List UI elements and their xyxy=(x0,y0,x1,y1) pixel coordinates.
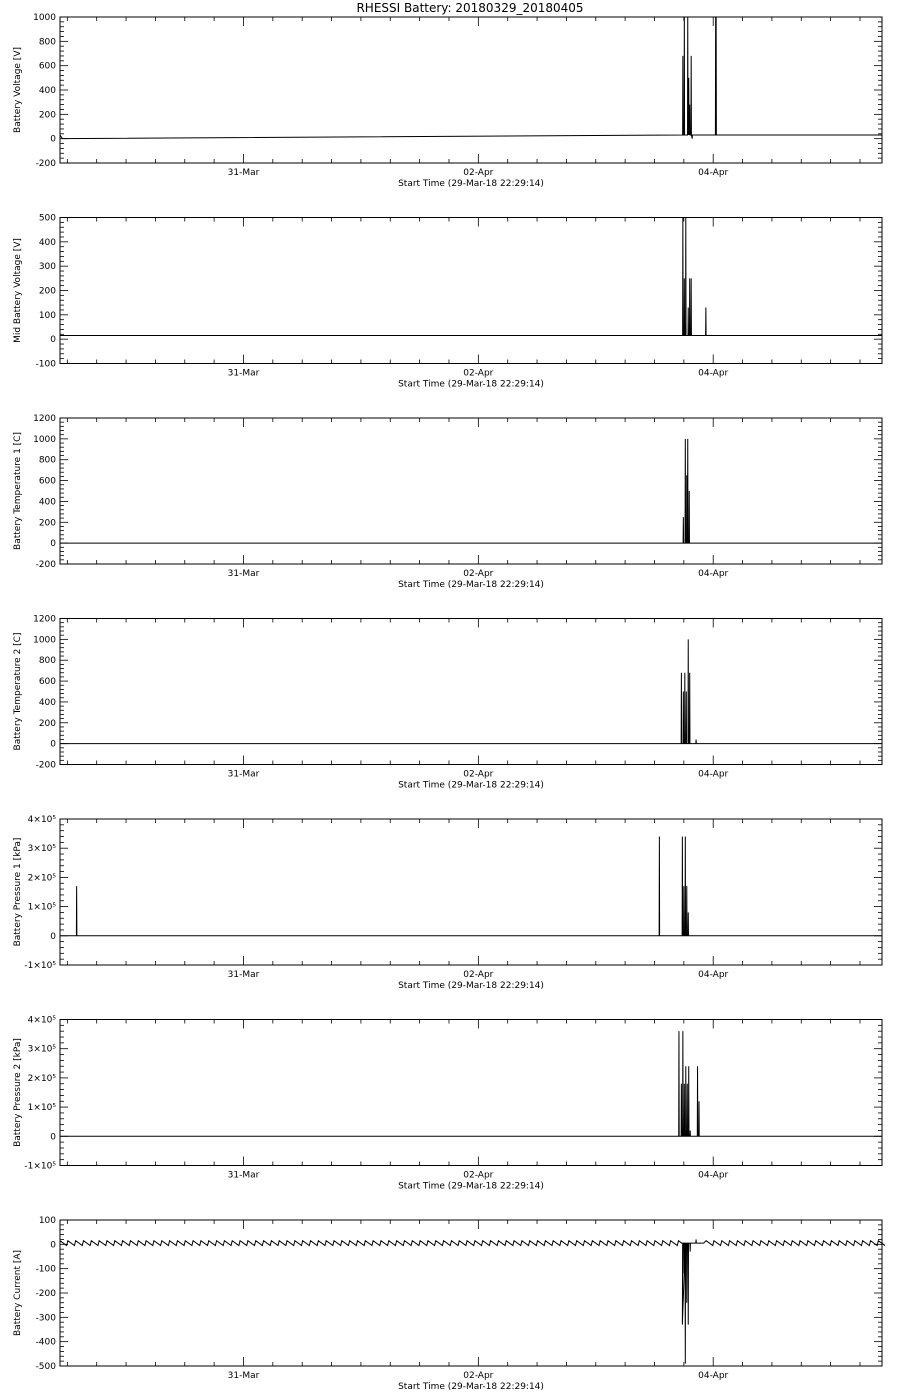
plot-frame xyxy=(60,819,882,965)
y-tick-label: -1×10⁵ xyxy=(24,1161,56,1172)
y-tick-label: 800 xyxy=(38,37,56,48)
y-axis-label: Mid Battery Voltage [V] xyxy=(13,238,23,343)
chart-title: RHESSI Battery: 20180329_20180405 xyxy=(356,1,584,15)
x-tick-label: 04-Apr xyxy=(698,569,729,579)
x-axis-label: Start Time (29-Mar-18 22:29:14) xyxy=(398,580,544,590)
x-tick-label: 02-Apr xyxy=(463,970,494,980)
x-tick-label: 31-Mar xyxy=(227,368,260,379)
y-tick-label: 300 xyxy=(38,262,56,273)
x-axis-label: Start Time (29-Mar-18 22:29:14) xyxy=(398,1382,544,1392)
y-tick-label: 200 xyxy=(38,286,56,297)
y-tick-label: -1×10⁵ xyxy=(24,961,56,971)
y-axis-label: Battery Temperature 1 [C] xyxy=(13,432,23,550)
y-tick-label: 0 xyxy=(50,931,56,942)
y-tick-label: -200 xyxy=(35,159,56,169)
y-tick-label: 400 xyxy=(38,497,56,508)
x-tick-label: 02-Apr xyxy=(463,1170,494,1181)
chart-panel-4 xyxy=(13,615,882,791)
y-tick-label: 3×10⁵ xyxy=(27,844,56,855)
x-tick-label: 04-Apr xyxy=(698,168,729,178)
x-tick-label: 02-Apr xyxy=(463,368,494,379)
y-tick-label: 4×10⁵ xyxy=(27,1015,56,1026)
x-tick-label: 02-Apr xyxy=(463,168,494,178)
y-tick-label: 0 xyxy=(50,335,56,346)
y-tick-label: 0 xyxy=(50,539,56,550)
y-tick-label: 0 xyxy=(50,1240,56,1251)
data-series-line xyxy=(60,1031,882,1136)
y-tick-label: 600 xyxy=(38,677,56,688)
y-tick-label: 1×10⁵ xyxy=(27,1103,56,1114)
y-tick-label: -100 xyxy=(35,1264,56,1275)
y-tick-label: 0 xyxy=(50,739,56,750)
data-series-line xyxy=(60,17,882,139)
y-tick-label: -500 xyxy=(35,1362,56,1372)
x-tick-label: 02-Apr xyxy=(463,569,494,579)
y-tick-label: -200 xyxy=(35,560,56,570)
y-tick-label: 800 xyxy=(38,455,56,466)
y-axis-label: Battery Temperature 2 [C] xyxy=(13,632,23,751)
y-tick-label: 800 xyxy=(38,656,56,667)
plot-frame xyxy=(60,1020,882,1166)
x-axis-label: Start Time (29-Mar-18 22:29:14) xyxy=(398,981,544,991)
y-tick-label: 2×10⁵ xyxy=(27,873,56,884)
y-tick-label: 1000 xyxy=(33,13,56,23)
y-axis-label: Battery Current [A] xyxy=(13,1249,23,1337)
x-tick-label: 04-Apr xyxy=(698,1371,729,1381)
y-tick-label: 0 xyxy=(50,134,56,145)
y-tick-label: 100 xyxy=(38,1216,56,1226)
plot-frame xyxy=(60,619,882,765)
x-tick-label: 31-Mar xyxy=(227,769,260,780)
y-tick-label: 400 xyxy=(38,697,56,708)
data-series-line xyxy=(60,218,882,336)
y-tick-label: 1200 xyxy=(33,414,56,424)
data-series-line xyxy=(60,639,882,743)
y-tick-label: 100 xyxy=(38,310,56,321)
plot-frame xyxy=(60,418,882,564)
x-axis-label: Start Time (29-Mar-18 22:29:14) xyxy=(398,379,544,390)
x-tick-label: 04-Apr xyxy=(698,1170,729,1181)
plot-frame xyxy=(60,1220,882,1366)
chart-panel-1 xyxy=(13,13,882,189)
chart-panel-3 xyxy=(13,414,882,590)
x-tick-label: 04-Apr xyxy=(698,368,729,379)
y-tick-label: 600 xyxy=(38,476,56,487)
y-tick-label: 400 xyxy=(38,86,56,96)
y-tick-label: -300 xyxy=(35,1313,56,1324)
x-tick-label: 31-Mar xyxy=(227,1371,260,1381)
x-tick-label: 02-Apr xyxy=(463,769,494,780)
x-tick-label: 31-Mar xyxy=(227,168,260,178)
y-tick-label: 2×10⁵ xyxy=(27,1073,56,1084)
y-tick-label: -200 xyxy=(35,1289,56,1299)
y-tick-label: 1×10⁵ xyxy=(27,902,56,913)
x-tick-label: 31-Mar xyxy=(227,1170,260,1181)
plot-frame xyxy=(60,17,882,163)
x-axis-label: Start Time (29-Mar-18 22:29:14) xyxy=(398,780,544,791)
x-tick-label: 02-Apr xyxy=(463,1371,494,1381)
y-tick-label: 1000 xyxy=(33,635,56,646)
data-series-line xyxy=(60,1239,885,1363)
y-tick-label: 200 xyxy=(38,718,56,729)
y-tick-label: 600 xyxy=(38,61,56,72)
y-tick-label: 4×10⁵ xyxy=(27,815,56,825)
y-tick-label: -400 xyxy=(35,1337,56,1348)
y-axis-label: Battery Pressure 1 [kPa] xyxy=(13,837,23,947)
y-tick-label: -100 xyxy=(35,359,56,370)
data-series-line xyxy=(60,439,882,543)
x-tick-label: 31-Mar xyxy=(227,569,260,579)
y-tick-label: 3×10⁵ xyxy=(27,1044,56,1055)
y-tick-label: 0 xyxy=(50,1132,56,1143)
data-series-line xyxy=(60,837,882,936)
y-tick-label: 200 xyxy=(38,518,56,529)
x-tick-label: 04-Apr xyxy=(698,769,729,780)
y-tick-label: 400 xyxy=(38,237,56,248)
y-tick-label: 500 xyxy=(38,213,56,224)
plot-frame xyxy=(60,218,882,364)
y-axis-label: Battery Pressure 2 [kPa] xyxy=(13,1038,23,1147)
x-axis-label: Start Time (29-Mar-18 22:29:14) xyxy=(398,1181,544,1192)
chart-panel-6 xyxy=(13,1016,882,1192)
y-tick-label: -200 xyxy=(35,760,56,771)
chart-panel-2 xyxy=(13,214,882,390)
y-tick-label: 1200 xyxy=(33,614,56,625)
y-axis-label: Battery Voltage [V] xyxy=(13,47,23,133)
y-tick-label: 1000 xyxy=(33,434,56,445)
y-tick-label: 200 xyxy=(38,110,56,121)
x-axis-label: Start Time (29-Mar-18 22:29:14) xyxy=(398,179,544,189)
chart-panel-5 xyxy=(13,815,882,991)
chart-panel-7 xyxy=(13,1216,885,1392)
x-tick-label: 31-Mar xyxy=(227,970,260,980)
x-tick-label: 04-Apr xyxy=(698,970,729,980)
